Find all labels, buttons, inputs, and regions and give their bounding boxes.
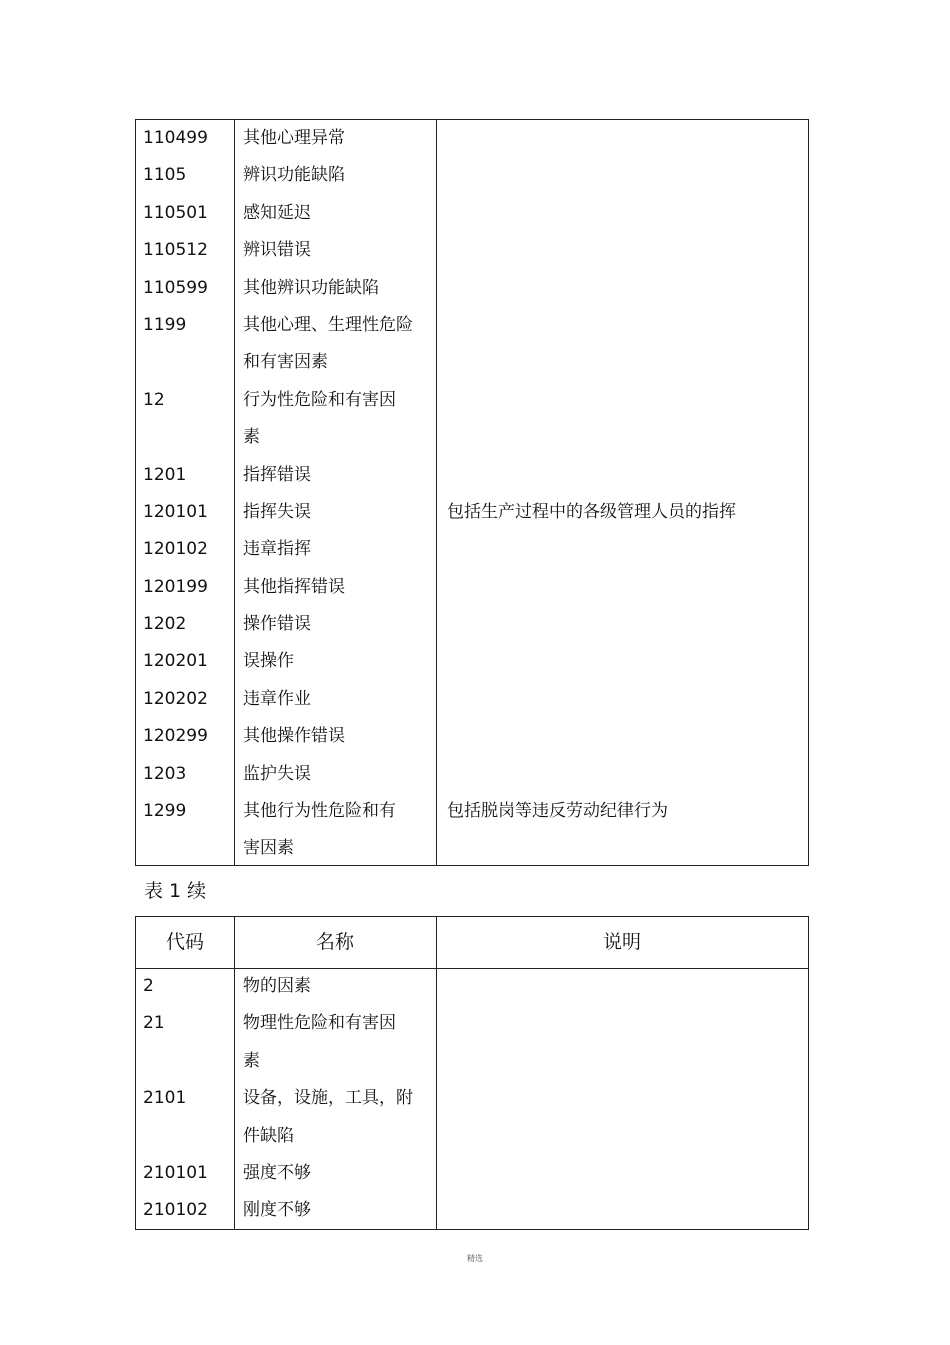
- table-row: [136, 1118, 808, 1155]
- cell-code: 110512: [143, 240, 208, 261]
- cell-code: 120202: [143, 688, 208, 709]
- cell-code: 120101: [143, 501, 208, 522]
- cell-name: 其他心理、生理性危险: [243, 314, 413, 335]
- table-row: [136, 793, 808, 830]
- cell-code: 120299: [143, 726, 208, 747]
- cell-code: 1299: [143, 801, 187, 822]
- table-row: [136, 1080, 808, 1117]
- cell-name: 其他辨识功能缺陷: [243, 277, 379, 298]
- cell-name: 件缺陷: [243, 1125, 294, 1146]
- table-row: [136, 756, 808, 793]
- header-name: 名称: [315, 931, 354, 953]
- cell-name: 行为性危险和有害因: [243, 389, 396, 410]
- table-caption: 表 1 续: [144, 880, 207, 902]
- cell-code: 1203: [143, 763, 187, 784]
- table-row: [136, 494, 808, 531]
- cell-code: 120102: [143, 539, 208, 560]
- cell-name: 素: [243, 1050, 260, 1071]
- cell-name: 指挥错误: [243, 464, 311, 485]
- cell-code: 1202: [143, 614, 187, 635]
- table-row: [136, 681, 808, 718]
- table-row: [136, 718, 808, 755]
- table-row: [136, 968, 808, 1005]
- table-row: [136, 382, 808, 419]
- cell-code: 1105: [143, 165, 187, 186]
- table-row: [136, 830, 808, 867]
- table-header: [136, 917, 808, 968]
- cell-description: 包括生产过程中的各级管理人员的指挥: [447, 501, 736, 522]
- hazard-code-table-part2: [135, 916, 809, 1230]
- cell-code: 110499: [143, 128, 208, 148]
- table-row: [136, 307, 808, 344]
- cell-name: 设备，设施，工具，附: [243, 1088, 413, 1109]
- cell-code: 120201: [143, 651, 208, 672]
- cell-description: 包括脱岗等违反劳动纪律行为: [447, 801, 668, 822]
- header-description: 说明: [602, 931, 641, 953]
- cell-name: 感知延迟: [243, 202, 311, 223]
- table-row: [136, 643, 808, 680]
- table-row: [136, 344, 808, 381]
- cell-code: 120199: [143, 576, 208, 597]
- cell-name: 其他行为性危险和有: [243, 801, 396, 822]
- cell-name: 害因素: [243, 838, 294, 859]
- cell-code: 21: [143, 1013, 165, 1034]
- table-body: [136, 968, 808, 1230]
- table-row: [136, 232, 808, 269]
- table-row: [136, 195, 808, 232]
- table-row: [136, 531, 808, 568]
- cell-name: 物的因素: [243, 976, 311, 996]
- cell-name: 其他操作错误: [243, 726, 345, 747]
- table-row: [136, 157, 808, 194]
- table-body: [136, 120, 808, 868]
- cell-name: 其他心理异常: [243, 128, 345, 148]
- cell-name: 物理性危险和有害因: [243, 1013, 396, 1034]
- table-row: [136, 1155, 808, 1192]
- table-row: [136, 606, 808, 643]
- cell-name: 其他指挥错误: [243, 576, 345, 597]
- cell-name: 误操作: [243, 651, 294, 672]
- header-code: 代码: [165, 931, 204, 953]
- hazard-code-table-continued: [135, 119, 809, 866]
- cell-code: 110599: [143, 277, 208, 298]
- cell-name: 和有害因素: [243, 352, 328, 373]
- table-row: [136, 1005, 808, 1042]
- page-footer: 精选: [467, 1254, 483, 1263]
- table-row: [136, 457, 808, 494]
- cell-name: 违章作业: [243, 688, 311, 709]
- cell-name: 辨识功能缺陷: [243, 165, 345, 186]
- table-row: [136, 419, 808, 456]
- cell-code: 2101: [143, 1088, 187, 1109]
- cell-name: 操作错误: [243, 614, 311, 635]
- cell-code: 12: [143, 389, 165, 410]
- cell-name: 刚度不够: [243, 1200, 311, 1221]
- table-row: [136, 120, 808, 157]
- table-row: [136, 1043, 808, 1080]
- cell-name: 指挥失误: [243, 501, 311, 522]
- table-row: [136, 270, 808, 307]
- cell-name: 素: [243, 427, 260, 448]
- cell-code: 210101: [143, 1162, 208, 1183]
- table-row: [136, 569, 808, 606]
- cell-code: 210102: [143, 1200, 208, 1221]
- cell-name: 强度不够: [243, 1162, 311, 1183]
- cell-code: 110501: [143, 202, 208, 223]
- cell-name: 监护失误: [243, 763, 311, 784]
- cell-code: 2: [143, 976, 154, 996]
- cell-name: 辨识错误: [243, 240, 311, 261]
- cell-code: 1199: [143, 314, 187, 335]
- table-row: [136, 1192, 808, 1229]
- cell-name: 违章指挥: [243, 539, 311, 560]
- cell-code: 1201: [143, 464, 187, 485]
